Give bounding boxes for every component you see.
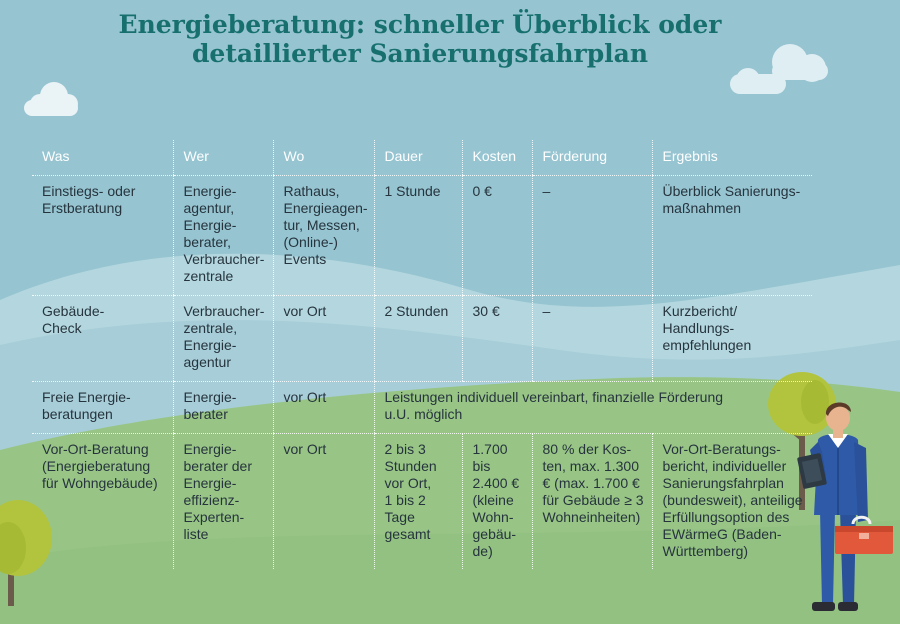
cell-was: Vor-Ort-Beratung (Energieberatung für Wohngebäude) — [42, 441, 158, 491]
table-row — [32, 296, 812, 382]
cell-kosten: 1.700 bis 2.400 € (kleine Wohn- gebäu- de) — [462, 434, 532, 570]
cell-wer: Verbraucher- zentrale, Energie- agentur — [173, 296, 273, 382]
cell-foerderung: – — [532, 176, 652, 296]
table-row — [32, 176, 812, 296]
column-header-wer: Wer — [173, 140, 273, 176]
cell-was: Einstiegs- oder Erstberatung — [32, 176, 173, 296]
table-header-row — [32, 140, 812, 176]
title-line-1: Energieberatung: schneller Überblick oder — [118, 10, 722, 39]
column-header-was: Was — [32, 140, 173, 176]
cell-wer: Energie- agentur, Energie- berater, Verbraucher- zentrale — [173, 176, 273, 296]
cell-kosten: 0 € — [462, 176, 532, 296]
cell-ergebnis: Kurzbericht/ Handlungs- empfehlungen — [652, 296, 812, 382]
table-row — [32, 382, 812, 434]
column-header-kosten: Kosten — [462, 140, 532, 176]
cell-was: Freie Energie- beratungen — [32, 382, 173, 434]
title-line-2: detaillierter Sanierungsfahrplan — [191, 39, 649, 68]
cell-wo: vor Ort — [273, 434, 374, 570]
cell-merged-info: Leistungen individuell vereinbart, finanzielle Förderung u.U. möglich — [374, 382, 812, 434]
page-title — [90, 10, 750, 68]
column-header-dauer: Dauer — [374, 140, 462, 176]
column-header-ergebnis: Ergebnis — [652, 140, 812, 176]
cell-wer: Energie- berater — [173, 382, 273, 434]
energy-consulting-table — [32, 140, 812, 569]
cell-wer: Energie- berater der Energie- effizienz- Experten- liste — [173, 434, 273, 570]
cell-dauer: 1 Stunde — [374, 176, 462, 296]
cell-wo: vor Ort — [273, 296, 374, 382]
cell-foerderung: – — [532, 296, 652, 382]
cell-was: Gebäude- Check — [32, 296, 173, 382]
cell-ergebnis: Überblick Sanierungs- maßnahmen — [652, 176, 812, 296]
cell-wo: Rathaus, Energieagen- tur, Messen, (Online-) Events — [273, 176, 374, 296]
table-row — [32, 434, 812, 570]
column-header-wo: Wo — [273, 140, 374, 176]
cell-ergebnis: Vor-Ort-Beratungs- bericht, individueller Sanierungsfahrplan (bundesweit), anteilige Erfüllungsoption des EWärmeG (Baden- Württemberg) — [652, 434, 812, 570]
cell-dauer: 2 Stunden — [374, 296, 462, 382]
cell-kosten: 30 € — [462, 296, 532, 382]
cell-wo: vor Ort — [273, 382, 374, 434]
cell-foerderung: 80 % der Kos- ten, max. 1.300 € (max. 1.700 € für Gebäude ≥ 3 Wohneinheiten) — [532, 434, 652, 570]
column-header-foerderung: Förderung — [532, 140, 652, 176]
cell-dauer: 2 bis 3 Stunden vor Ort, 1 bis 2 Tage gesamt — [374, 434, 462, 570]
